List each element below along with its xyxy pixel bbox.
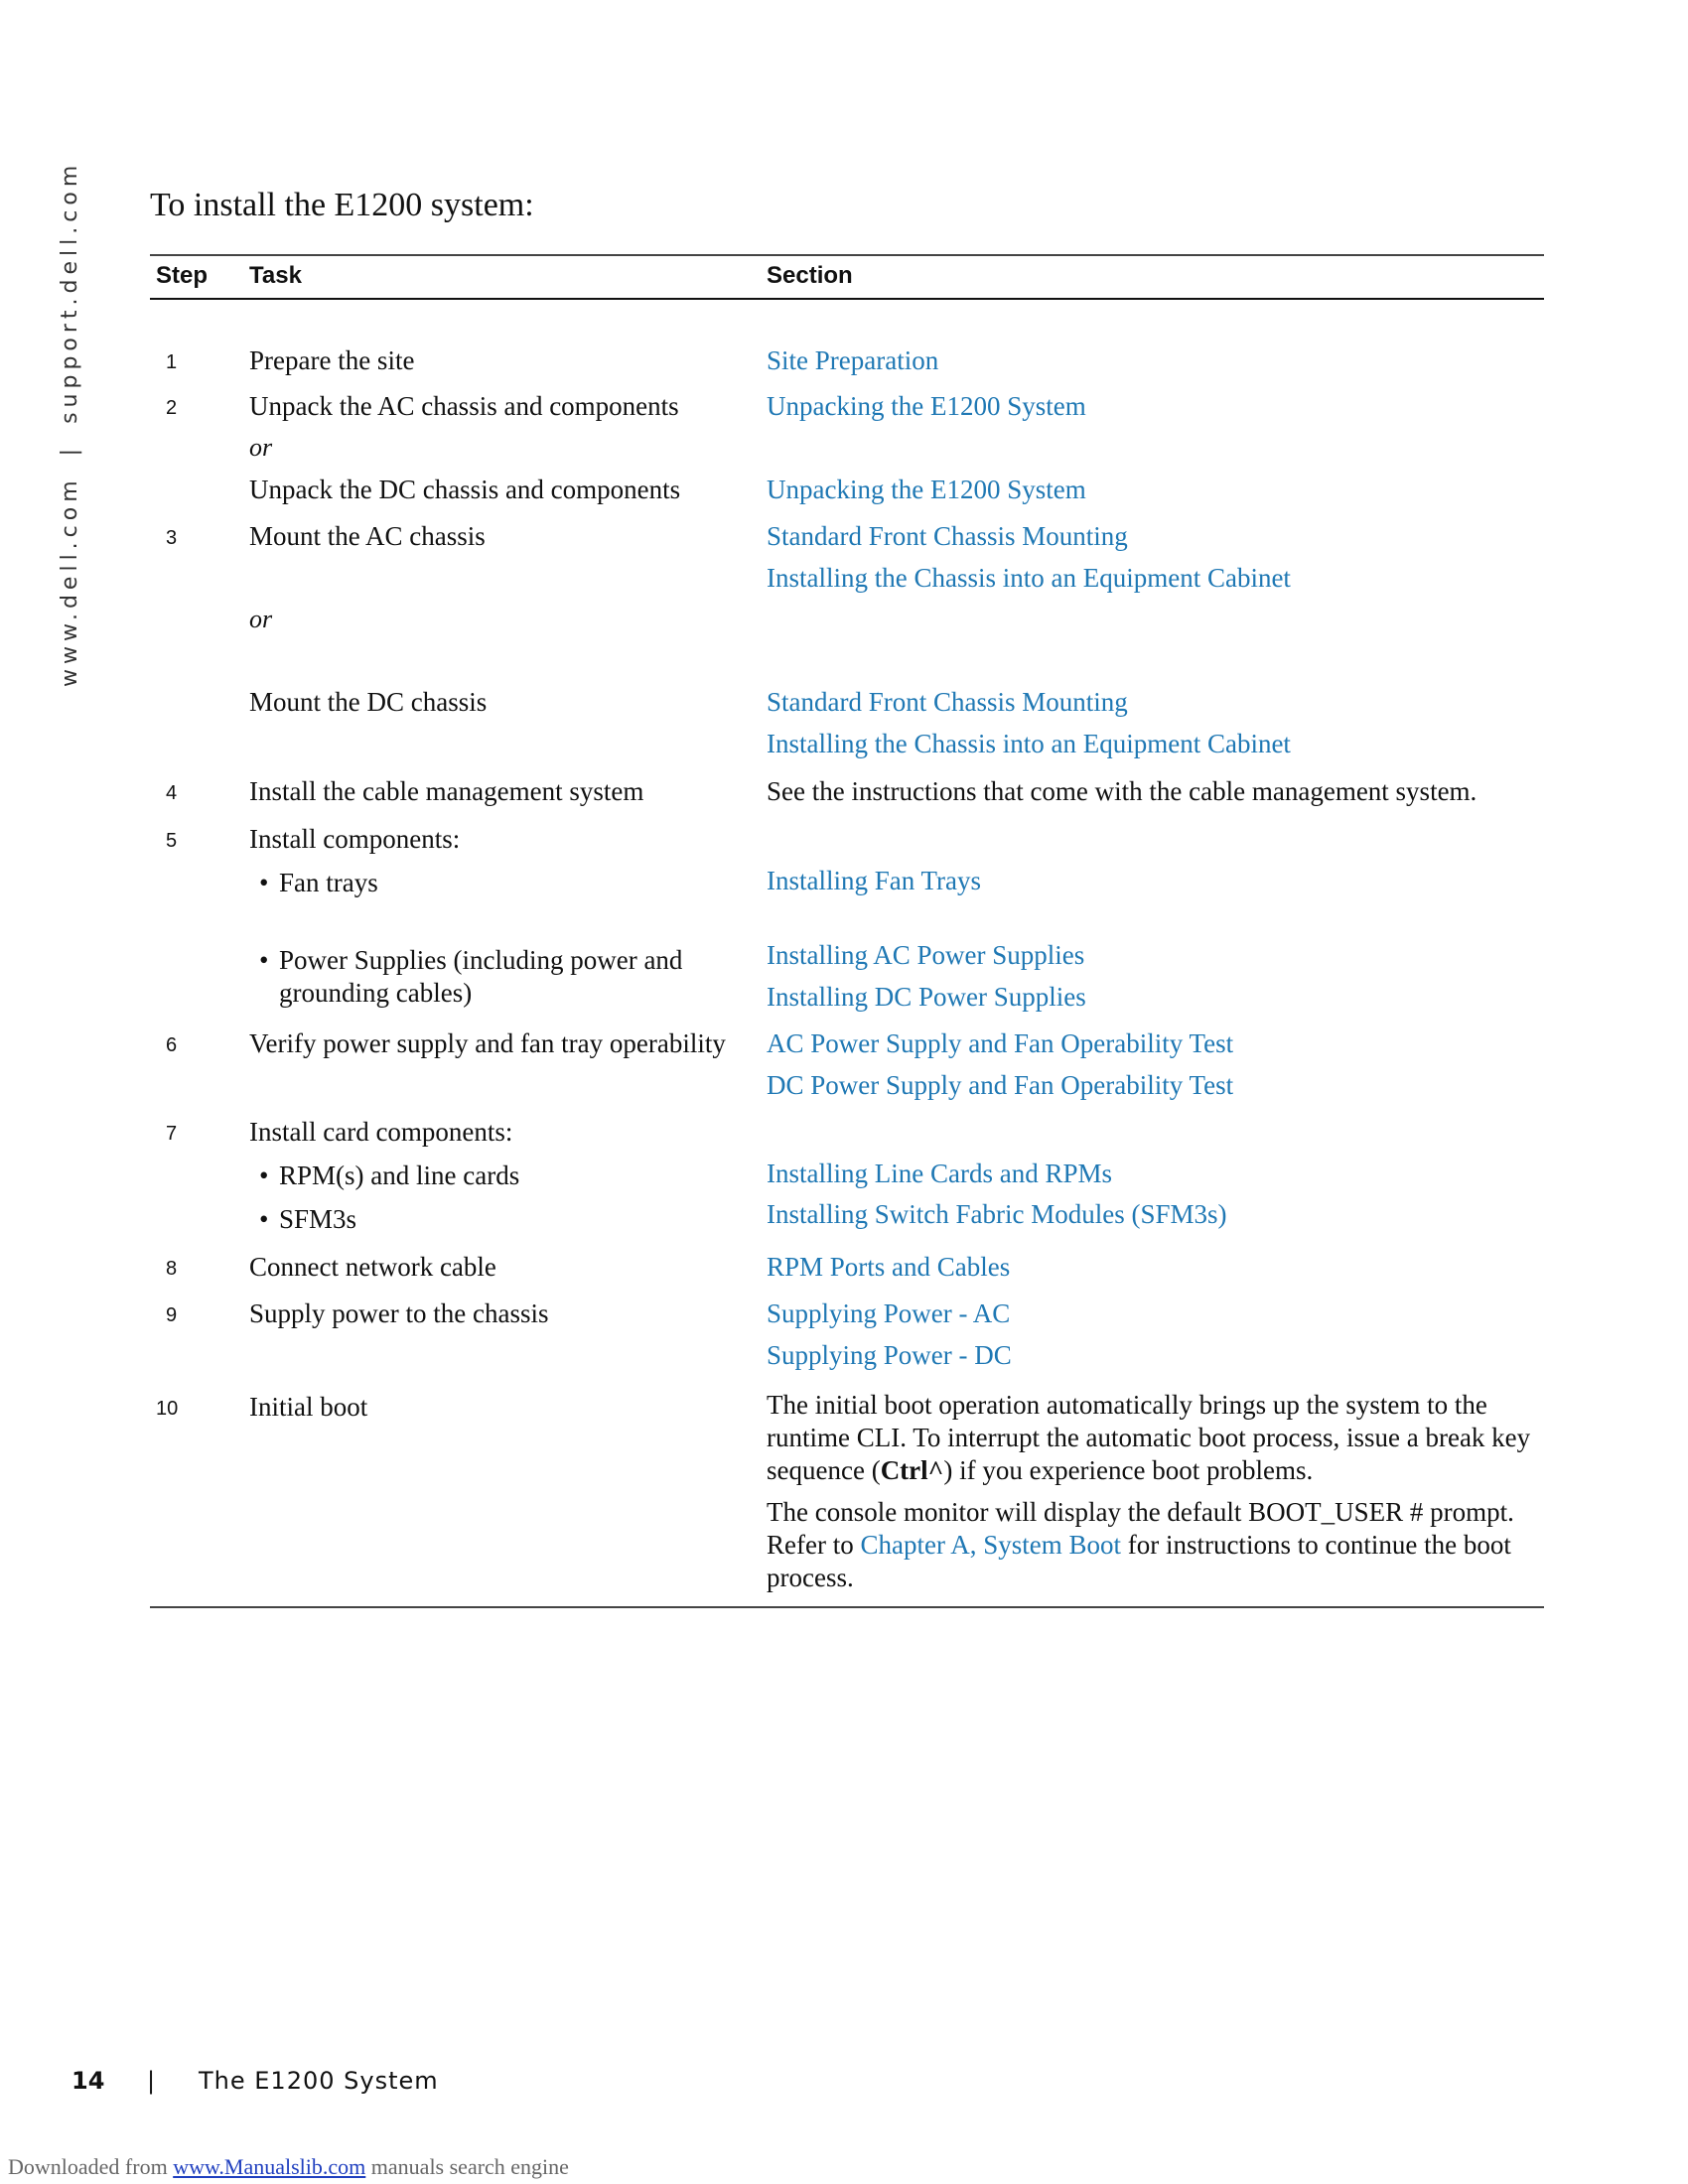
table-header xyxy=(150,256,1544,300)
bullet-text-continued: grounding cables) xyxy=(279,978,473,1008)
section-link[interactable]: Standard Front Chassis Mounting xyxy=(767,687,1128,717)
boot-text: ) if you experience boot problems. xyxy=(943,1455,1314,1485)
section-link[interactable]: Unpacking the E1200 System xyxy=(767,475,1086,504)
bullet-text: Fan trays xyxy=(279,868,378,897)
side-url-left: www.dell.com xyxy=(58,476,82,687)
footer-separator: | xyxy=(147,2067,156,2095)
task-text: Prepare the site xyxy=(249,345,415,375)
side-url-right: support.dell.com xyxy=(58,160,82,424)
section-link[interactable]: Installing the Chassis into an Equipment Cabinet xyxy=(767,563,1291,593)
bullet-text: RPM(s) and line cards xyxy=(279,1160,520,1190)
step-number: 2 xyxy=(166,397,178,419)
download-note xyxy=(8,2154,569,2180)
task-text: Initial boot xyxy=(249,1392,368,1422)
or-text: or xyxy=(249,433,273,462)
step-number: 10 xyxy=(156,1398,179,1420)
bullet-item: • Fan trays xyxy=(259,868,378,897)
step-number: 8 xyxy=(166,1258,178,1280)
or-text: or xyxy=(249,605,273,633)
side-url-text xyxy=(58,161,82,687)
step-number: 4 xyxy=(166,782,178,804)
bullet-text: SFM3s xyxy=(279,1204,357,1234)
header-section: Section xyxy=(767,262,853,289)
manualslib-link[interactable]: www.Manualslib.com xyxy=(173,2154,366,2179)
bullet-item: • Power Supplies (including power and xyxy=(259,945,683,975)
boot-text: for instructions to continue the boot process. xyxy=(767,1530,1511,1592)
boot-prompt-description xyxy=(767,1496,1544,1594)
bullet-item: • SFM3s xyxy=(259,1204,357,1234)
section-link[interactable]: Installing Line Cards and RPMs xyxy=(767,1159,1112,1188)
section-link[interactable]: DC Power Supply and Fan Operability Test xyxy=(767,1070,1234,1100)
section-link[interactable]: RPM Ports and Cables xyxy=(767,1252,1011,1282)
download-prefix: Downloaded from xyxy=(8,2154,174,2179)
task-text: Mount the DC chassis xyxy=(249,687,488,717)
bullet-text: Power Supplies (including power and xyxy=(279,945,683,975)
step-number: 5 xyxy=(166,830,178,852)
section-link[interactable]: Installing AC Power Supplies xyxy=(767,940,1085,970)
section-link[interactable]: Supplying Power - DC xyxy=(767,1340,1012,1370)
install-steps-table xyxy=(150,254,1544,1608)
bullet-item: • RPM(s) and line cards xyxy=(259,1160,520,1190)
section-link[interactable]: Unpacking the E1200 System xyxy=(767,391,1086,421)
section-link[interactable]: Installing DC Power Supplies xyxy=(767,982,1086,1012)
task-text: Unpack the AC chassis and components xyxy=(249,391,679,421)
section-link[interactable]: AC Power Supply and Fan Operability Test xyxy=(767,1028,1234,1058)
footer-title: The E1200 System xyxy=(199,2067,439,2095)
step-number: 6 xyxy=(166,1034,178,1056)
boot-description xyxy=(767,1389,1544,1487)
section-link[interactable]: Installing Fan Trays xyxy=(767,866,982,895)
task-text: Install card components: xyxy=(249,1117,513,1147)
section-text: See the instructions that come with the cable management system. xyxy=(767,776,1477,806)
task-text: Supply power to the chassis xyxy=(249,1298,549,1328)
ctrl-key: Ctrl^ xyxy=(880,1455,944,1485)
page-footer xyxy=(71,2067,439,2095)
boot-text: The console monitor will display the default BOOT_USER # prompt. Refer to xyxy=(767,1497,1514,1560)
section-link[interactable]: Supplying Power - AC xyxy=(767,1298,1011,1328)
boot-text: The initial boot operation automatically brings up the system to the runtime CLI. To interrupt the automatic boot process, issue a break key sequence ( xyxy=(767,1390,1531,1485)
task-text: Verify power supply and fan tray operability xyxy=(249,1028,726,1058)
step-number: 1 xyxy=(166,351,178,373)
task-text: Install components: xyxy=(249,824,461,854)
chapter-a-link[interactable]: Chapter A, System Boot xyxy=(860,1530,1121,1560)
section-link[interactable]: Site Preparation xyxy=(767,345,939,375)
header-step: Step xyxy=(156,262,209,289)
step-number: 3 xyxy=(166,527,178,549)
section-link[interactable]: Standard Front Chassis Mounting xyxy=(767,521,1128,551)
section-link[interactable]: Installing the Chassis into an Equipment Cabinet xyxy=(767,729,1291,758)
step-number: 7 xyxy=(166,1123,178,1145)
task-text: Install the cable management system xyxy=(249,776,644,806)
table-body xyxy=(150,300,1544,1608)
step-number: 9 xyxy=(166,1304,178,1326)
header-task: Task xyxy=(249,262,302,289)
page-title: To install the E1200 system: xyxy=(150,187,534,223)
section-link[interactable]: Installing Switch Fabric Modules (SFM3s) xyxy=(767,1199,1227,1229)
page-number: 14 xyxy=(71,2067,105,2095)
task-text: Mount the AC chassis xyxy=(249,521,486,551)
task-text: Unpack the DC chassis and components xyxy=(249,475,681,504)
side-url-separator: | xyxy=(58,443,82,457)
download-suffix: manuals search engine xyxy=(365,2154,569,2179)
task-text: Connect network cable xyxy=(249,1252,496,1282)
